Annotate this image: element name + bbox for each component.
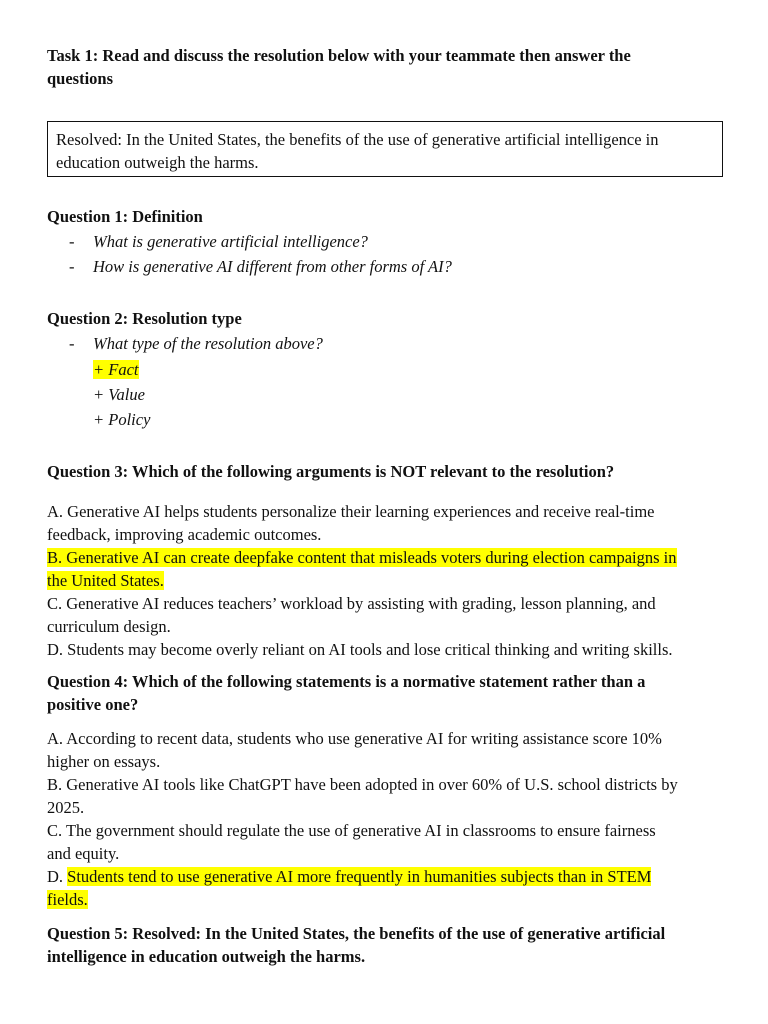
question-1: Question 1: Definition - What is generative artificial intelligence? - How is generative AI different from other forms of AI?	[47, 205, 727, 285]
question-5-title: Question 5: Resolved: In the United States, the benefits of the use of generative artificial intelligence in education outweigh the harms.	[47, 924, 666, 966]
question-4-answers	[47, 727, 727, 911]
resolution-box: Resolved: In the United States, the benefits of the use of generative artificial intelligence in education outweigh the harms.	[47, 121, 723, 177]
q3-answer-a: A. Generative AI helps students personalize their learning experiences and receive real-time feedback, improving academic outcomes.	[47, 502, 655, 544]
option-value: + Value	[93, 385, 145, 404]
question-1-title: Question 1: Definition	[47, 207, 203, 226]
q3-answer-c: C. Generative AI reduces teachers’ workload by assisting with grading, lesson planning, and curriculum design.	[47, 594, 656, 636]
task-heading: Task 1: Read and discuss the resolution below with your teammate then answer the questions	[47, 46, 631, 88]
q4-answer-d: D. Students tend to use generative AI more frequently in humanities subjects than in STEM fields.	[47, 867, 652, 909]
option-policy: + Policy	[93, 410, 151, 429]
q4-answer-c: C. The government should regulate the use of generative AI in classrooms to ensure fairness and equity.	[47, 821, 656, 863]
question-4-title: Question 4: Which of the following statements is a normative statement rather than a positive one?	[47, 672, 646, 714]
q4-answer-b: B. Generative AI tools like ChatGPT have been adopted in over 60% of U.S. school districts by 2025.	[47, 775, 678, 817]
question-2-title: Question 2: Resolution type	[47, 309, 242, 328]
q4-answer-a: A. According to recent data, students who use generative AI for writing assistance score 10% higher on essays.	[47, 729, 662, 771]
question-3-answers	[47, 500, 727, 661]
question-2: Question 2: Resolution type - What type of the resolution above? + Fact + Value + Policy	[47, 307, 727, 437]
option-fact: + Fact	[93, 360, 139, 379]
question-3-title: Question 3: Which of the following arguments is NOT relevant to the resolution?	[47, 462, 615, 481]
q3-answer-d: D. Students may become overly reliant on AI tools and lose critical thinking and writing skills.	[47, 640, 673, 659]
q3-answer-b: B. Generative AI can create deepfake content that misleads voters during election campaigns in the United States.	[47, 548, 677, 590]
